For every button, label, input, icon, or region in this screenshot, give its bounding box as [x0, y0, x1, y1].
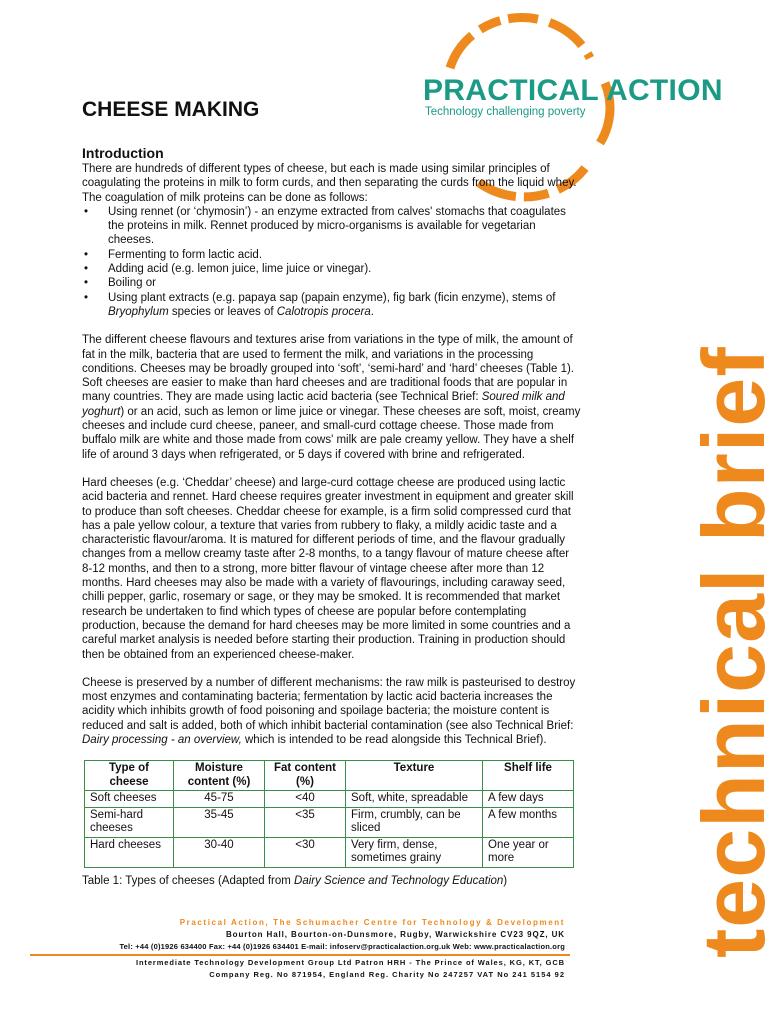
- table-cell: <35: [265, 807, 346, 837]
- cheese-types-table: [84, 760, 574, 868]
- table-header-row: [85, 761, 574, 791]
- table-row: [85, 837, 574, 867]
- table-header: Moisture content (%): [174, 761, 265, 791]
- table-cell: <30: [265, 837, 346, 867]
- table-cell: Soft, white, spreadable: [346, 791, 483, 808]
- table-cell: A few months: [483, 807, 574, 837]
- body-text: [82, 162, 582, 761]
- table-row: [85, 807, 574, 837]
- footer-address: Bourton Hall, Bourton-on-Dunsmore, Rugby, Warwickshire CV23 9QZ, UK: [226, 930, 565, 939]
- table-cell: 30-40: [174, 837, 265, 867]
- intro-paragraph: There are hundreds of different types of cheese, but each is made using similar principles of coagulating the proteins in milk to form curds, and then separating the curds from the liquid whey. The coagulation of milk proteins can be done as follows:: [82, 163, 577, 204]
- paragraph-cheese-types: The different cheese flavours and textures arise from variations in the type of milk, the amount of fat in the milk, bacteria that are used to ferment the milk, and variations in the processing conditions. Cheeses may be broadly grouped into ‘soft’, ‘semi-hard’ and ‘hard’ cheeses (Table 1). Soft cheeses are easier to make than hard cheeses and are traditional foods that are popular in many countries. They are made using lactic acid bacteria (see Technical Brief: Soured milk and yoghurt) or an acid, such as lemon or lime juice or vinegar. These cheeses are soft, moist, creamy cheeses and include curd cheese, paneer, and small-curd cottage cheese. Those made from buffalo milk are white and those made from cows' milk are pale creamy yellow. They have a shelf life of around 3 days when refrigerated, or 5 days if covered with brine and refrigerated.: [82, 334, 581, 461]
- footer-org-line: Practical Action, The Schumacher Centre for Technology & Development: [179, 918, 565, 927]
- table-caption: Table 1: Types of cheeses (Adapted from Dairy Science and Technology Education): [82, 875, 508, 887]
- table-header: Fat content (%): [265, 761, 346, 791]
- footer-company: Intermediate Technology Development Group Ltd Patron HRH - The Prince of Wales, KG, KT, GCB: [135, 958, 565, 967]
- table-cell: Soft cheeses: [85, 791, 174, 808]
- paragraph-preservation: Cheese is preserved by a number of different mechanisms: the raw milk is pasteurised to destroy most enzymes and contaminating bacteria; fermentation by lactic acid bacteria increases the acidity which inhibits growth of food poisoning and spoilage bacteria; the moisture content is reduced and salt is added, both of which inhibit bacterial contamination (see also Technical Brief: Dairy processing - an overview, which is intended to be read alongside this Technical Brief).: [82, 676, 576, 746]
- table-cell: Very firm, dense, sometimes grainy: [346, 837, 483, 867]
- table-cell: 45-75: [174, 791, 265, 808]
- table-cell: <40: [265, 791, 346, 808]
- footer-contact: Tel: +44 (0)1926 634400 Fax: +44 (0)1926 634401 E-mail: infoserv@practicalaction.org.uk Web: www.practicalaction.org: [119, 942, 565, 951]
- table-cell: A few days: [483, 791, 574, 808]
- table-row: [85, 791, 574, 808]
- list-item: • Boiling or: [84, 277, 156, 290]
- page-title: CHEESE MAKING: [82, 98, 260, 121]
- table-cell: Firm, crumbly, can be sliced: [346, 807, 483, 837]
- table-cell: One year or more: [483, 837, 574, 867]
- list-item: • Using plant extracts (e.g. papaya sap (papain enzyme), fig bark (ficin enzyme), stems of Bryophylum species or leaves of Calotropis procera.: [84, 291, 556, 318]
- footer-divider: [30, 954, 570, 956]
- paragraph-hard-cheeses: Hard cheeses (e.g. ‘Cheddar’ cheese) and large-curd cottage cheese are produced using lactic acid bacteria and rennet. Hard cheese requires greater investment in equipment and greater skill to produce than soft cheeses. Cheddar cheese for example, is a firm solid compressed curd that has a pale yellow colour, a texture that varies from rubbery to flaky, a mildly acidic taste and a characteristic flavour/aroma. It is matured for different periods of time, and the flavour gradually changes from a mellow creamy taste after 2-8 months, to a tangy flavour of mature cheese after 8-12 months, and then to a strong, more bitter flavour of vintage cheese after more than 12 months. Hard cheeses may also be made with a variety of flavourings, including caraway seed, chilli pepper, garlic, rosemary or sage, or they may be smoked. It is recommended that market research be undertaken to find which types of cheese are popular before contemplating production, because the demand for hard cheeses may be more limited in some countries and a careful market analysis is needed before starting their production. Training in production should then be obtained from an experienced cheese-maker.: [82, 476, 574, 661]
- footer-registration: Company Reg. No 871954, England Reg. Charity No 247257 VAT No 241 5154 92: [209, 970, 565, 979]
- table-cell: Hard cheeses: [85, 837, 174, 867]
- table-cell: 35-45: [174, 807, 265, 837]
- intro-heading: Introduction: [82, 145, 164, 161]
- list-item: • Adding acid (e.g. lemon juice, lime juice or vinegar).: [84, 263, 372, 276]
- list-item: • Using rennet (or ‘chymosin’) - an enzyme extracted from calves' stomachs that coagulates the proteins in milk. Rennet produced by micro-organisms is available for vegetarian cheeses.: [84, 205, 566, 247]
- list-item: • Fermenting to form lactic acid.: [84, 248, 263, 261]
- table-cell: Semi-hard cheeses: [85, 807, 174, 837]
- table-header: Shelf life: [483, 761, 574, 791]
- table-header: Texture: [346, 761, 483, 791]
- logo-title: PRACTICAL ACTION: [423, 74, 723, 107]
- logo-tagline: Technology challenging poverty: [425, 106, 586, 118]
- table-header: Type of cheese: [85, 761, 174, 791]
- technical-brief-vertical-title: technical brief: [684, 346, 783, 958]
- coagulation-list: [82, 205, 582, 319]
